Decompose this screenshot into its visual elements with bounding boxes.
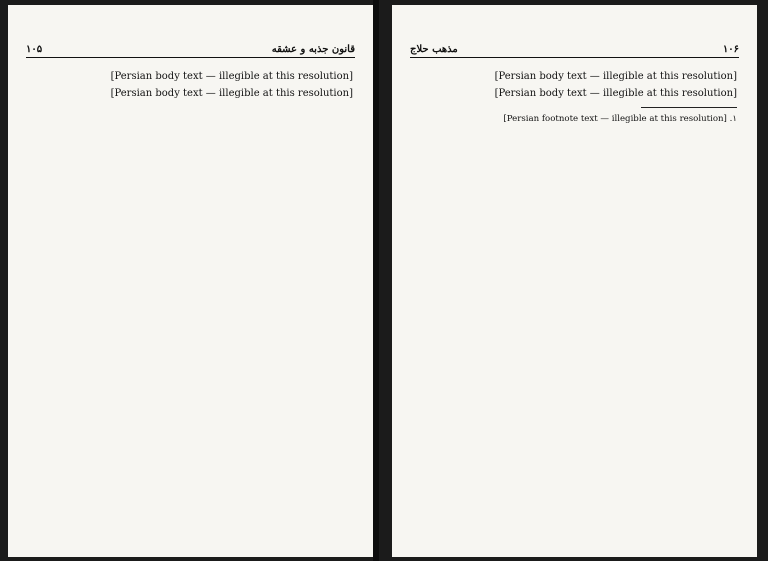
page-number: ۱۰۵: [26, 44, 43, 55]
paragraph: [Persian body text — illegible at this resolution]: [494, 87, 737, 99]
running-title: قانون جذبه و عشقه: [271, 44, 355, 55]
page-header: [26, 43, 355, 58]
footnote-text: [Persian footnote text — illegible at this resolution]: [503, 114, 727, 125]
paragraph: [Persian body text — illegible at this resolution]: [110, 87, 353, 99]
footnote-rule: [641, 107, 737, 108]
left-page: [8, 5, 373, 557]
gutter-shadow: [373, 0, 379, 561]
body-text: [412, 69, 737, 543]
footnote-marker: ۱.: [729, 114, 737, 125]
running-title: مذهب حلاج: [410, 44, 458, 55]
paragraph: [Persian body text — illegible at this resolution]: [110, 71, 353, 82]
right-page: [392, 5, 757, 557]
footnote: [412, 113, 737, 126]
paragraph: [Persian body text — illegible at this resolution]: [494, 71, 737, 82]
page-number: ۱۰۶: [722, 44, 739, 55]
body-text: [28, 69, 353, 543]
page-header: [410, 43, 739, 58]
